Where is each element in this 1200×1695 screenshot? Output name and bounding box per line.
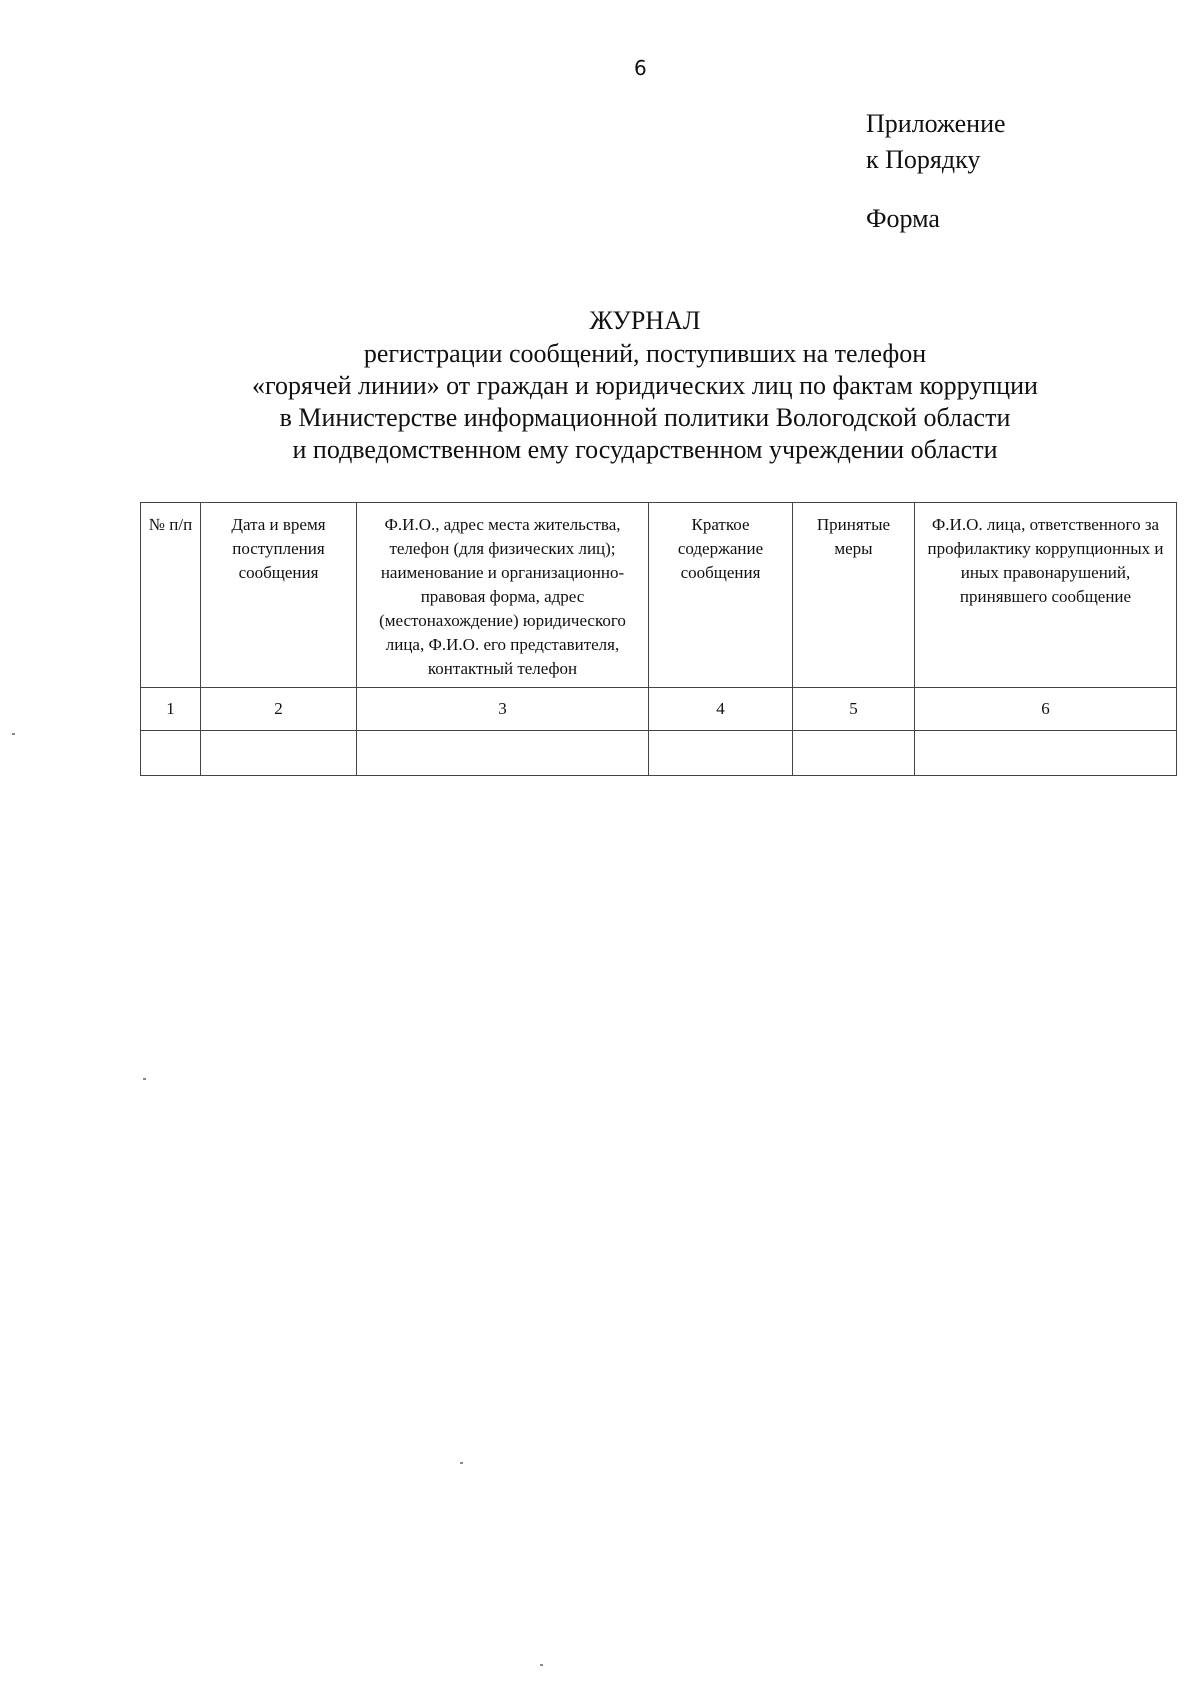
empty-entry-row: [141, 731, 1177, 776]
column-number-cell: 3: [357, 688, 649, 731]
title-line-2: «горячей линии» от граждан и юридических лиц по фактам коррупции: [252, 371, 1038, 400]
header-cell-responsible: Ф.И.О. лица, ответственного за профилактику коррупционных и иных правонарушений, принявшего сообщение: [915, 503, 1177, 688]
column-number-cell: 6: [915, 688, 1177, 731]
title-line-1: регистрации сообщений, поступивших на телефон: [363, 339, 927, 368]
scan-speck: [143, 1078, 146, 1080]
empty-cell: [793, 731, 915, 776]
empty-cell: [201, 731, 357, 776]
document-title: [130, 305, 1160, 466]
title-line-4: и подведомственном ему государственном учреждении области: [292, 435, 998, 464]
column-number-cell: 1: [141, 688, 201, 731]
title-main: ЖУРНАЛ: [589, 306, 701, 335]
empty-cell: [915, 731, 1177, 776]
appendix-line-2: к Порядку: [866, 145, 981, 174]
page-number: 6: [634, 56, 647, 80]
empty-cell: [357, 731, 649, 776]
title-line-3: в Министерстве информационной политики Вологодской области: [279, 403, 1011, 432]
header-cell-datetime: Дата и время поступления сообщения: [201, 503, 357, 688]
journal-table: [140, 502, 1177, 776]
table-header-row: [141, 503, 1177, 688]
header-cell-summary: Краткое содержание сообщения: [649, 503, 793, 688]
column-number-cell: 4: [649, 688, 793, 731]
scan-speck: [460, 1462, 463, 1464]
scan-speck: [12, 733, 15, 735]
appendix-reference: [866, 106, 1006, 178]
column-number-cell: 5: [793, 688, 915, 731]
appendix-line-1: Приложение: [866, 109, 1006, 138]
header-cell-measures: Принятые меры: [793, 503, 915, 688]
header-cell-sender-info: Ф.И.О., адрес места жительства, телефон (для физических лиц); наименование и организационно-правовая форма, адрес (местонахождение) юридического лица, Ф.И.О. его представителя, контактный телефон: [357, 503, 649, 688]
scan-speck: [540, 1664, 543, 1666]
empty-cell: [649, 731, 793, 776]
column-number-cell: 2: [201, 688, 357, 731]
column-number-row: [141, 688, 1177, 731]
empty-cell: [141, 731, 201, 776]
header-cell-number: № п/п: [141, 503, 201, 688]
form-label: Форма: [866, 204, 940, 233]
